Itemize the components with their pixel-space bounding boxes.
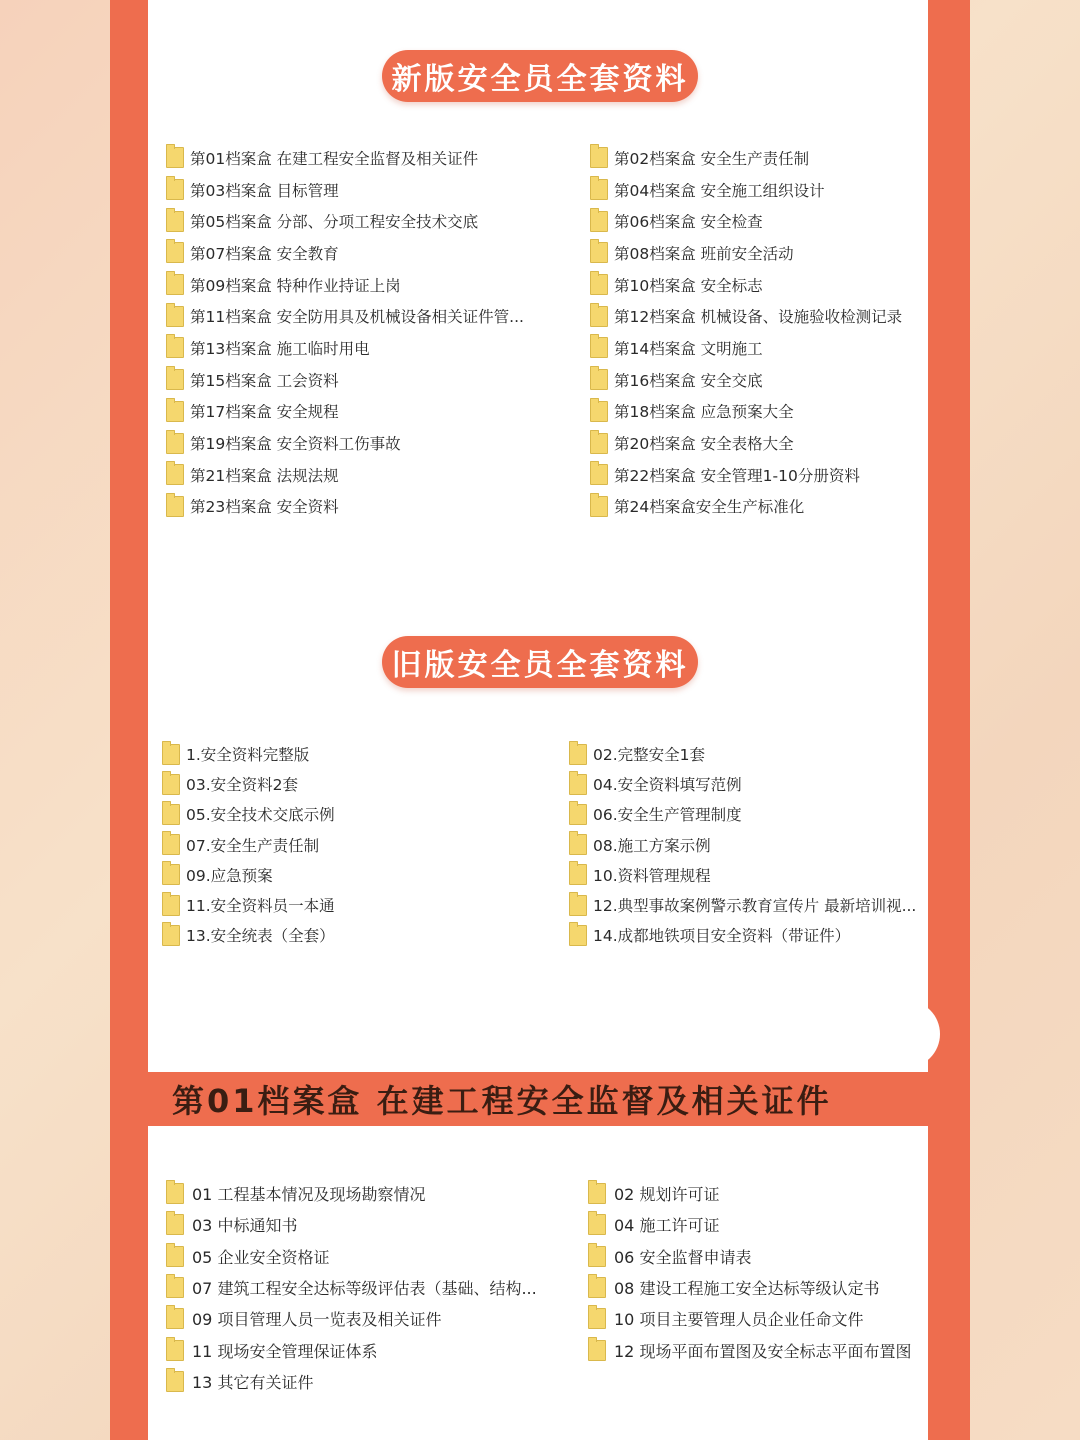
list-item-label: 第14档案盒 文明施工 [614, 339, 763, 358]
list-item [588, 1209, 911, 1240]
folder-icon [166, 147, 184, 168]
list-item-label: 第05档案盒 分部、分项工程安全技术交底 [190, 213, 479, 232]
list-item-label: 第01档案盒 在建工程安全监督及相关证件 [190, 149, 479, 168]
folder-icon [569, 804, 587, 825]
list-item [588, 1303, 911, 1334]
list-item [166, 1241, 537, 1272]
list-item [588, 1178, 911, 1209]
folder-icon [166, 369, 184, 390]
list-item-label: 03 中标通知书 [192, 1216, 298, 1236]
folder-icon [166, 242, 184, 263]
list-item-label: 第09档案盒 特种作业持证上岗 [190, 276, 401, 295]
folder-icon [588, 1340, 606, 1361]
section-title-old: 旧版安全员全套资料 [382, 636, 698, 688]
list-item-label: 07 建筑工程安全达标等级评估表（基础、结构... [192, 1279, 537, 1299]
list-item-label: 第18档案盒 应急预案大全 [614, 403, 794, 422]
list-item-label: 第24档案盒安全生产标准化 [614, 498, 805, 517]
list-item [166, 1178, 537, 1209]
list-item [590, 396, 902, 428]
list-item-label: 11 现场安全管理保证体系 [192, 1341, 378, 1361]
list-item-label: 14.成都地铁项目安全资料（带证件） [593, 927, 851, 946]
list-item-label: 第11档案盒 安全防用具及机械设备相关证件管... [190, 308, 524, 327]
list-item [166, 269, 524, 301]
folder-icon [166, 496, 184, 517]
list-item-label: 第08档案盒 班前安全活动 [614, 244, 794, 263]
folder-icon [590, 433, 608, 454]
list-item-label: 第13档案盒 施工临时用电 [190, 339, 370, 358]
list-item [166, 300, 524, 332]
list-item-label: 第21档案盒 法规法规 [190, 466, 339, 485]
list-item-label: 13 其它有关证件 [192, 1372, 314, 1392]
list-item-label: 第23档案盒 安全资料 [190, 498, 339, 517]
list-item-label: 第02档案盒 安全生产责任制 [614, 149, 810, 168]
decorative-circle [872, 1000, 940, 1068]
list-item [162, 830, 335, 860]
list-item [166, 1272, 537, 1303]
folder-icon [569, 925, 587, 946]
folder-icon [166, 274, 184, 295]
list-item-label: 10 项目主要管理人员企业任命文件 [614, 1310, 864, 1330]
list-item [166, 1303, 537, 1334]
list-item [590, 332, 902, 364]
folder-icon [166, 179, 184, 200]
list-item [569, 890, 916, 920]
list-item [166, 396, 524, 428]
list-item [569, 799, 916, 829]
folder-icon [590, 496, 608, 517]
section-title-new: 新版安全员全套资料 [382, 50, 698, 102]
list-item-label: 03.安全资料2套 [186, 776, 299, 795]
folder-icon [590, 337, 608, 358]
list-item [569, 920, 916, 950]
list-item [590, 237, 902, 269]
folder-icon [162, 744, 180, 765]
list-item-label: 08 建设工程施工安全达标等级认定书 [614, 1279, 880, 1299]
list-item-label: 06.安全生产管理制度 [593, 806, 742, 825]
list-item-label: 04 施工许可证 [614, 1216, 720, 1236]
folder-icon [166, 337, 184, 358]
list-item [588, 1334, 911, 1365]
folder-icon [162, 774, 180, 795]
folder-icon [569, 864, 587, 885]
list-item [590, 142, 902, 174]
list-item-label: 第12档案盒 机械设备、设施验收检测记录 [614, 308, 903, 327]
folder-icon [166, 1183, 184, 1204]
folder-icon [162, 804, 180, 825]
list-item [162, 739, 335, 769]
list-item-label: 01 工程基本情况及现场勘察情况 [192, 1185, 426, 1205]
list-item [166, 1209, 537, 1240]
folder-icon [166, 211, 184, 232]
list-item [590, 427, 902, 459]
folder-icon [588, 1214, 606, 1235]
list-item-label: 第19档案盒 安全资料工伤事故 [190, 435, 401, 454]
list-item-label: 09 项目管理人员一览表及相关证件 [192, 1310, 442, 1330]
list-item-label: 第22档案盒 安全管理1-10分册资料 [614, 466, 860, 485]
list-item-label: 12.典型事故案例警示教育宣传片 最新培训视... [593, 897, 917, 916]
folder-icon [569, 774, 587, 795]
list-item [162, 890, 335, 920]
list-item [162, 860, 335, 890]
list-item-label: 04.安全资料填写范例 [593, 776, 742, 795]
box01-list-right [588, 1178, 911, 1366]
list-item-label: 13.安全统表（全套） [186, 927, 335, 946]
list-item [166, 364, 524, 396]
list-item [162, 769, 335, 799]
list-item-label: 第04档案盒 安全施工组织设计 [614, 181, 825, 200]
list-item [166, 1366, 537, 1397]
list-item [590, 174, 902, 206]
list-item-label: 05.安全技术交底示例 [186, 806, 335, 825]
list-item [166, 205, 524, 237]
list-item [569, 769, 916, 799]
list-item-label: 12 现场平面布置图及安全标志平面布置图 [614, 1341, 912, 1361]
list-item-label: 第10档案盒 安全标志 [614, 276, 763, 295]
list-item [162, 799, 335, 829]
folder-icon [166, 401, 184, 422]
old-list-right [569, 739, 916, 950]
list-item-label: 第17档案盒 安全规程 [190, 403, 339, 422]
folder-icon [162, 834, 180, 855]
folder-icon [588, 1183, 606, 1204]
new-list-right [590, 142, 902, 522]
folder-icon [588, 1246, 606, 1267]
folder-icon [569, 744, 587, 765]
list-item [590, 491, 902, 523]
list-item [569, 860, 916, 890]
list-item [166, 1334, 537, 1365]
folder-icon [590, 464, 608, 485]
list-item-label: 1.安全资料完整版 [186, 746, 310, 765]
folder-icon [166, 1214, 184, 1235]
list-item-label: 05 企业安全资格证 [192, 1247, 330, 1267]
folder-icon [588, 1277, 606, 1298]
list-item [590, 459, 902, 491]
folder-icon [166, 1371, 184, 1392]
list-item-label: 第20档案盒 安全表格大全 [614, 435, 794, 454]
list-item [166, 491, 524, 523]
folder-icon [166, 464, 184, 485]
folder-icon [590, 179, 608, 200]
list-item-label: 第15档案盒 工会资料 [190, 371, 339, 390]
folder-icon [590, 147, 608, 168]
list-item-label: 11.安全资料员一本通 [186, 897, 335, 916]
folder-icon [166, 1277, 184, 1298]
folder-icon [588, 1308, 606, 1329]
folder-icon [166, 1340, 184, 1361]
list-item [166, 459, 524, 491]
list-item [590, 205, 902, 237]
folder-icon [162, 864, 180, 885]
list-item-label: 第03档案盒 目标管理 [190, 181, 339, 200]
list-item [166, 142, 524, 174]
list-item-label: 第16档案盒 安全交底 [614, 371, 763, 390]
list-item-label: 02 规划许可证 [614, 1185, 720, 1205]
list-item [590, 300, 902, 332]
new-list-left [166, 142, 524, 522]
folder-icon [166, 1308, 184, 1329]
list-item-label: 02.完整安全1套 [593, 746, 706, 765]
list-item [569, 739, 916, 769]
list-item [166, 237, 524, 269]
list-item-label: 08.施工方案示例 [593, 836, 711, 855]
list-item [588, 1241, 911, 1272]
list-item [162, 920, 335, 950]
list-item-label: 第07档案盒 安全教育 [190, 244, 339, 263]
list-item [166, 427, 524, 459]
folder-icon [569, 834, 587, 855]
folder-icon [590, 306, 608, 327]
folder-icon [590, 242, 608, 263]
folder-icon [166, 1246, 184, 1267]
folder-icon [590, 401, 608, 422]
folder-icon [590, 211, 608, 232]
list-item [166, 332, 524, 364]
folder-icon [166, 433, 184, 454]
box01-list-left [166, 1178, 537, 1397]
list-item [588, 1272, 911, 1303]
list-item [166, 174, 524, 206]
list-item-label: 10.资料管理规程 [593, 866, 711, 885]
list-item [590, 269, 902, 301]
folder-icon [162, 925, 180, 946]
folder-icon [569, 895, 587, 916]
list-item [569, 830, 916, 860]
list-item [590, 364, 902, 396]
folder-icon [590, 369, 608, 390]
folder-icon [590, 274, 608, 295]
list-item-label: 09.应急预案 [186, 866, 273, 885]
list-item-label: 06 安全监督申请表 [614, 1247, 752, 1267]
folder-icon [166, 306, 184, 327]
old-list-left [162, 739, 335, 950]
list-item-label: 第06档案盒 安全检查 [614, 213, 763, 232]
list-item-label: 07.安全生产责任制 [186, 836, 320, 855]
folder-icon [162, 895, 180, 916]
section-title-box01: 第01档案盒 在建工程安全监督及相关证件 [172, 1082, 832, 1120]
